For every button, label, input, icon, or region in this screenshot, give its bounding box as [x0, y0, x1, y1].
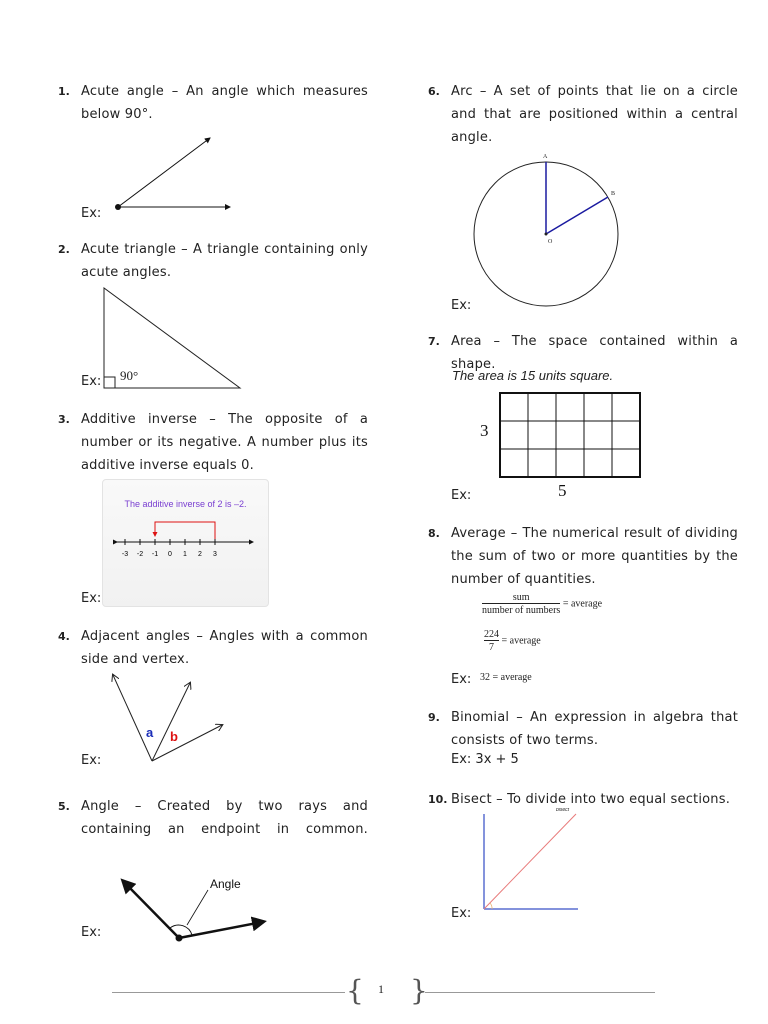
example-label: Ex: — [81, 591, 102, 606]
example-label: Ex: — [451, 906, 472, 921]
page-number: 1 — [378, 982, 384, 996]
entry-bisect — [428, 788, 738, 928]
formula-rhs: = average — [562, 598, 603, 610]
entry-definition: Area – The space contained within a shape. — [451, 334, 738, 372]
entry-adjacent-angles — [58, 625, 368, 795]
angle-callout: Angle — [210, 877, 241, 891]
entry-definition: Binomial – An expression in algebra that consists of two terms. — [451, 710, 738, 748]
formula-numerator: 224 — [484, 629, 499, 640]
formula-rhs: = average — [501, 635, 541, 647]
left-column — [58, 80, 368, 955]
example-label: Ex: — [451, 672, 472, 687]
entry-number: 1. — [58, 85, 70, 98]
figure-title: The additive inverse of 2 is –2. — [124, 499, 247, 509]
example-label: Ex: — [81, 925, 102, 940]
entry-number: 6. — [428, 85, 440, 98]
average-formula-1 — [482, 592, 602, 616]
example-label: Ex: 3x + 5 — [451, 752, 519, 767]
entry-definition: Acute triangle – A triangle containing only acute angles. — [81, 242, 368, 280]
entry-number: 5. — [58, 800, 70, 813]
tick-label: 2 — [198, 551, 202, 558]
area-sentence: The area is 15 units square. — [452, 368, 614, 383]
formula-denominator: number of numbers — [482, 605, 561, 616]
formula-denominator: 7 — [484, 640, 499, 653]
tick-label: 1 — [183, 551, 187, 558]
arc-circle-figure — [468, 150, 628, 315]
average-formula-3: 32 = average — [480, 672, 532, 683]
example-label: Ex: — [451, 488, 472, 503]
entry-binomial — [428, 706, 738, 788]
formula-numerator: sum — [512, 592, 530, 603]
grid-border — [500, 393, 640, 477]
entry-arc — [428, 80, 738, 330]
point-o-label: O — [548, 239, 553, 245]
label-b: b — [170, 729, 178, 744]
example-label: Ex: — [81, 753, 102, 768]
tick-label: 3 — [213, 551, 217, 558]
right-column — [428, 80, 738, 928]
footer-left-brace: { — [346, 974, 364, 1007]
entry-number: 7. — [428, 335, 440, 348]
entry-area — [428, 330, 738, 522]
entry-number: 9. — [428, 711, 440, 724]
entry-definition: Average – The numerical result of dividing the sum of two or more quantities by the number of quantities. — [451, 526, 738, 587]
entry-number: 2. — [58, 243, 70, 256]
label-a: a — [146, 725, 154, 740]
entry-number: 8. — [428, 527, 440, 540]
side-length-label: 3 — [480, 421, 489, 440]
tick-label: -2 — [136, 551, 144, 558]
footer-rule-right — [425, 992, 655, 993]
entry-angle — [58, 795, 368, 955]
acute-angle-figure — [108, 130, 298, 215]
bisect-label: bisect — [556, 808, 570, 813]
number-line-card — [102, 479, 269, 607]
entry-definition: Bisect – To divide into two equal sections. — [451, 792, 731, 807]
tick-label: -1 — [151, 551, 159, 558]
entry-number: 10. — [428, 793, 448, 806]
example-label: Ex: — [81, 206, 102, 221]
entry-definition: Arc – A set of points that lie on a circle and that are positioned within a central angle. — [451, 84, 738, 145]
entry-average — [428, 522, 738, 706]
entry-definition: Acute angle – An angle which measures below 90°. — [81, 84, 368, 122]
entry-number: 4. — [58, 630, 70, 643]
tick-label: -3 — [121, 551, 129, 558]
entry-definition: Angle – Created by two rays and containing an endpoint in common. — [81, 799, 368, 837]
point-b-label: B — [611, 191, 616, 197]
angle-figure — [112, 855, 282, 945]
point-a-label: A — [543, 154, 548, 160]
entry-acute-angle — [58, 80, 368, 238]
bisect-figure — [478, 808, 588, 918]
side-width-label: 5 — [558, 481, 567, 500]
entry-definition: Adjacent angles – Angles with a common side and vertex. — [81, 629, 368, 667]
entry-definition: Additive inverse – The opposite of a number or its negative. A number plus its additive inverse equals 0. — [81, 412, 368, 473]
angle-label: 90° — [120, 368, 139, 383]
footer-right-brace: } — [410, 974, 428, 1007]
number-line — [103, 510, 268, 560]
adjacent-angles-figure — [106, 669, 236, 774]
triangle-figure — [98, 282, 258, 392]
entry-acute-triangle — [58, 238, 368, 408]
tick-label: 0 — [168, 551, 172, 558]
entry-number: 3. — [58, 413, 70, 426]
example-label: Ex: — [451, 298, 472, 313]
area-grid-figure — [472, 390, 652, 500]
average-formula-2 — [484, 629, 541, 653]
example-label: Ex: — [81, 374, 102, 389]
entry-additive-inverse — [58, 408, 368, 625]
footer-rule-left — [112, 992, 345, 993]
